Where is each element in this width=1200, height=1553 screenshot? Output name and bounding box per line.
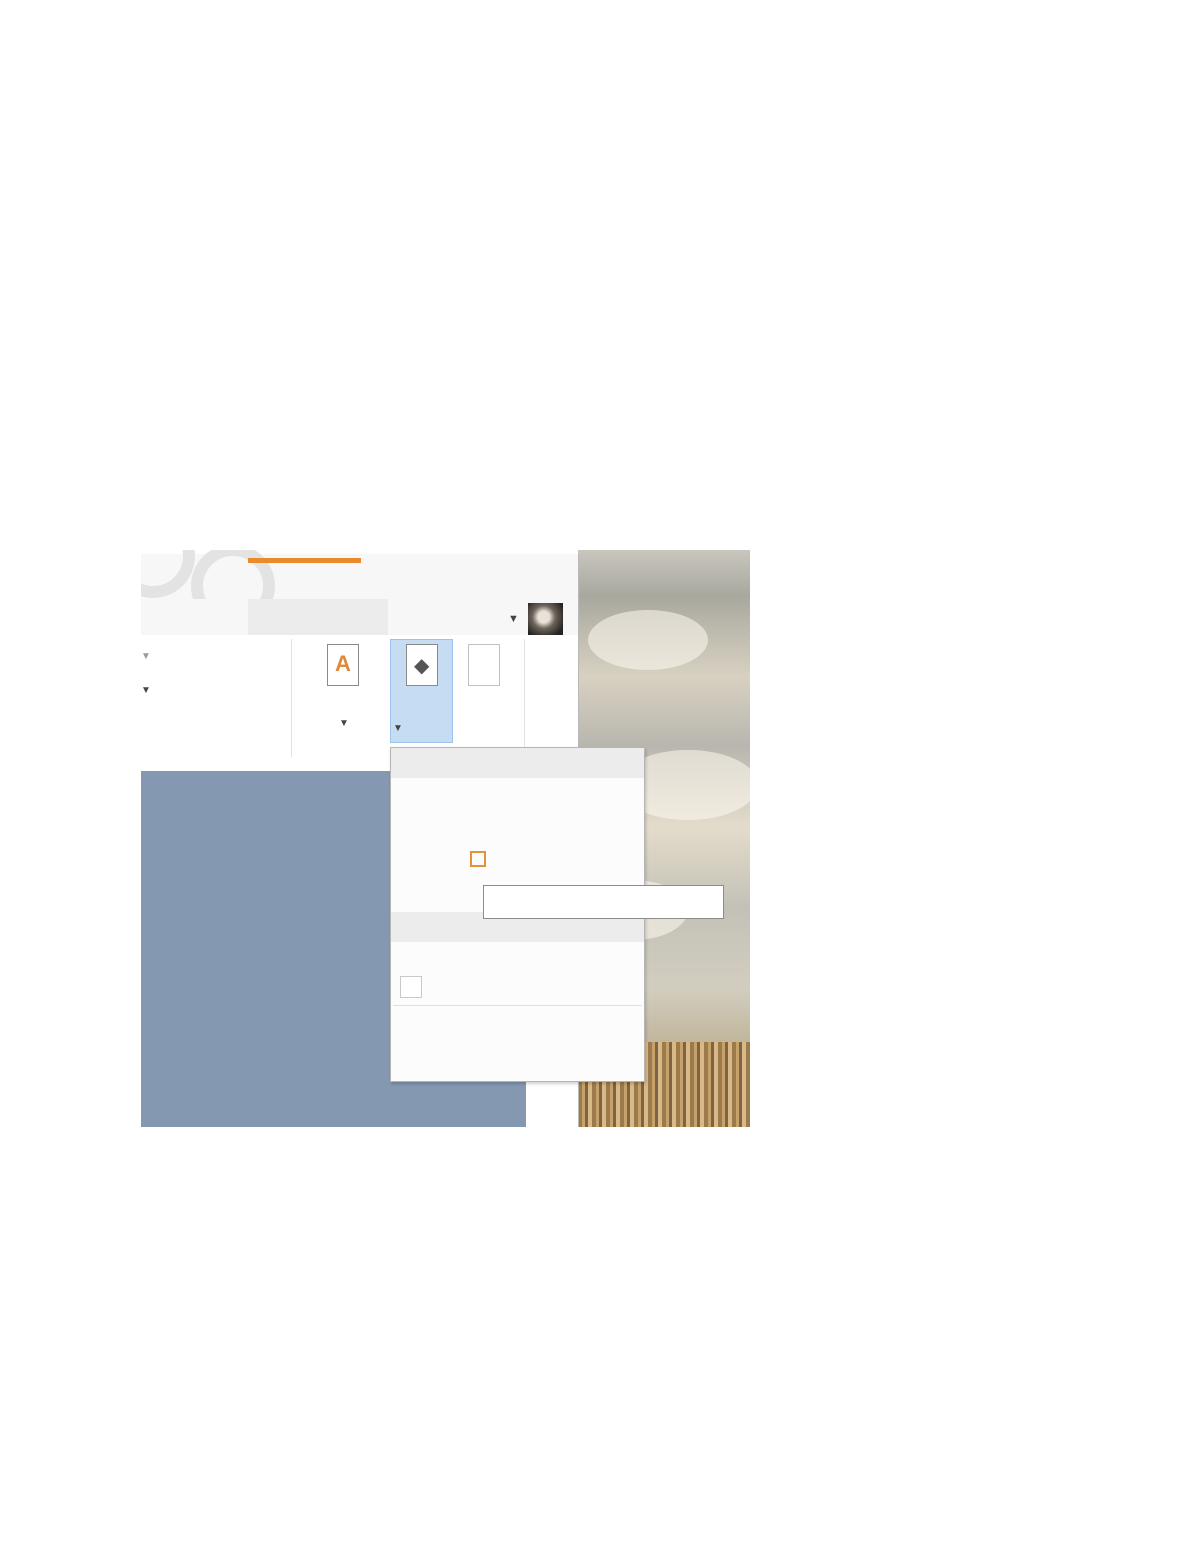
page-color-label-2 xyxy=(393,718,403,736)
no-color-icon xyxy=(400,976,422,998)
chevron-down-icon[interactable]: ▼ xyxy=(508,613,519,625)
watermark-icon: A xyxy=(327,644,359,686)
word-screenshot xyxy=(141,550,750,1127)
chevron-down-icon: ▼ xyxy=(141,651,151,662)
chevron-down-icon[interactable]: ▼ xyxy=(339,718,349,729)
avatar[interactable] xyxy=(528,603,563,638)
effects-button[interactable] xyxy=(141,680,151,698)
chevron-down-icon: ▼ xyxy=(393,723,403,734)
word-window xyxy=(141,554,578,1127)
color-tooltip xyxy=(483,885,724,919)
title-bar xyxy=(141,554,578,599)
paragraph-spacing-button[interactable] xyxy=(141,646,151,664)
chevron-down-icon: ▼ xyxy=(141,685,151,696)
ribbon-tabs xyxy=(141,599,578,635)
format-tab-highlight xyxy=(248,599,388,635)
drawing-tools-tab[interactable] xyxy=(248,558,361,603)
paint-bucket-icon: ◆ xyxy=(406,644,438,686)
selected-swatch-highlight xyxy=(470,851,486,867)
theme-colors-header xyxy=(391,748,644,778)
page-borders-icon xyxy=(468,644,500,686)
